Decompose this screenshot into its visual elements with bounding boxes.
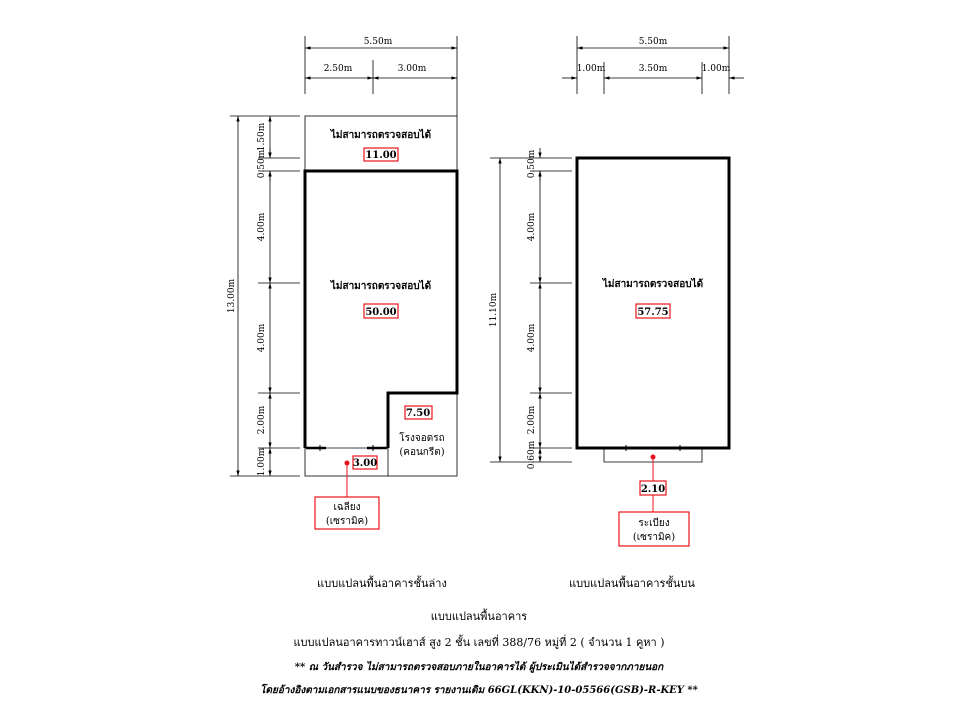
upper-width-mid: 3.50m xyxy=(638,64,668,74)
ground-height-5: 2.00m xyxy=(257,405,267,435)
ground-height-1: 1.50m xyxy=(257,122,267,152)
footer-title: แบบแปลนพื้นอาคาร xyxy=(430,610,528,623)
upper-width-left: 1.00m xyxy=(576,64,606,74)
porch-label: เฉลียง xyxy=(333,502,361,513)
ground-height-2: 0.50m xyxy=(257,149,267,179)
upper-floor-plan xyxy=(489,36,744,590)
upper-total-width: 5.50m xyxy=(638,37,668,47)
upper-height-5: 0.60m xyxy=(527,440,537,470)
upper-building-walls xyxy=(577,158,729,448)
ground-width-dimensions xyxy=(305,36,457,116)
footer-subtitle: แบบแปลนอาคารทาวน์เฮาส์ สูง 2 ชั้น เลขที่ 388/76 หมู่ที่ 2 ( จำนวน 1 คูหา ) xyxy=(293,636,665,649)
upper-height-1: 0.50m xyxy=(527,149,537,179)
ground-height-4: 4.00m xyxy=(257,323,267,353)
ground-height-3: 4.00m xyxy=(257,212,267,242)
ground-top-zone-area: 11.00 xyxy=(365,150,397,161)
balcony-area: 2.10 xyxy=(640,484,666,495)
upper-main-area: 57.75 xyxy=(637,307,669,318)
balcony-label: ระเบียง xyxy=(638,518,670,529)
ground-width-left: 2.50m xyxy=(323,64,353,74)
ground-width-right: 3.00m xyxy=(397,64,427,74)
upper-main-label: ไม่สามารถตรวจสอบได้ xyxy=(602,279,704,290)
upper-height-4: 2.00m xyxy=(527,405,537,435)
upper-height-3: 4.00m xyxy=(527,323,537,353)
garage-label: โรงจอดรถ xyxy=(399,433,445,444)
porch-area: 3.00 xyxy=(352,458,378,469)
footer xyxy=(260,608,699,696)
footer-note-1: ** ณ วันสำรวจ ไม่สามารถตรวจสอบภายในอาคารได้ ผู้ประเมินได้สำรวจจากภายนอก xyxy=(294,662,664,673)
ground-top-zone-label: ไม่สามารถตรวจสอบได้ xyxy=(330,130,432,141)
garage-area: 7.50 xyxy=(405,408,431,419)
ground-floor-caption: แบบแปลนพื้นอาคารชั้นล่าง xyxy=(317,577,447,590)
upper-width-right: 1.00m xyxy=(701,64,731,74)
ground-total-height: 13.00m xyxy=(227,278,237,314)
upper-height-2: 4.00m xyxy=(527,212,537,242)
ground-total-width: 5.50m xyxy=(363,37,393,47)
garage-material: (คอนกรีต) xyxy=(399,447,445,458)
porch-material: (เซรามิค) xyxy=(325,516,369,527)
ground-main-label: ไม่สามารถตรวจสอบได้ xyxy=(330,281,432,292)
ground-floor-plan xyxy=(227,36,457,590)
ground-main-area: 50.00 xyxy=(365,307,397,318)
footer-note-2: โดยอ้างอิงตามเอกสารแนบของธนาคาร รายงานเดิม 66GL(KKN)-10-05566(GSB)-R-KEY ** xyxy=(260,685,698,696)
upper-total-height: 11.10m xyxy=(489,292,499,328)
ground-height-6: 1.00m xyxy=(257,447,267,477)
balcony-material: (เซรามิค) xyxy=(632,532,676,543)
upper-floor-caption: แบบแปลนพื้นอาคารชั้นบน xyxy=(569,577,695,590)
